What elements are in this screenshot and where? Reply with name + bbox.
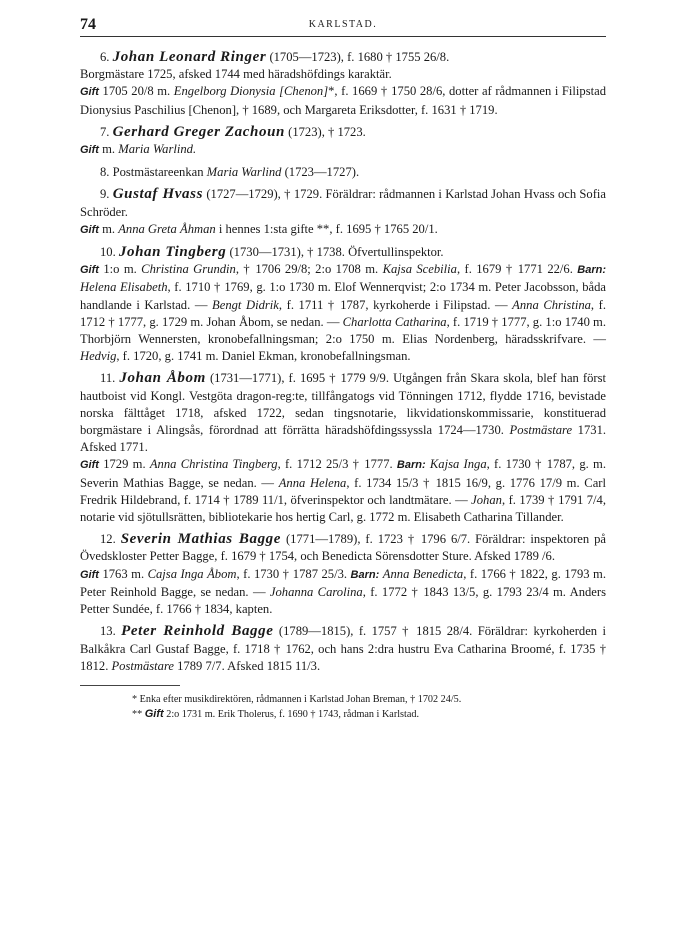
entry-detail: Gift 1729 m. Anna Christina Tingberg, f. 1712 25/3 † 1777. Barn: Kajsa Inga, f. 1730 † 1787, g. m. Severin Mathias Bagge, se nedan. — Anna Helena, f. 1734 15/3 † 1815 16/9, g. 1776 17/9 m. Carl Fredrik Hildebrand, f. 1714 † 1789 11/1, öfverinspektor och landtmätare. — Johan, f. 1739 † 1791 7/4, notarie vid sjötullsrätten, bibliotekarie hos hertig Carl, g. 1772 m. Elisabeth Catharina Tillander.	[80, 457, 606, 525]
entry-heading: 11. Johan Åbom (1731—1771), f. 1695 † 1779 9/9. Utgången från Skara skola, blef han först hautboist vid Kongl. Vestgöta dragon-reg:te, tillfångatogs vid Tönningen 1712, flydde 1716, bevistade norska fälttåget 1718, afsked 1722, sedan tingsnotarie, likvidationskommissarie, konstituerad borgmästare i Alingsås, förordnad att förrätta häradshöfdingssyssla 1724—1730. Postmästare 1731. Afsked 1771.	[80, 370, 607, 455]
person-name: Peter Reinhold Bagge	[121, 623, 274, 640]
italic-name: Kajsa Scebilia	[382, 262, 457, 277]
person-name: Gustaf Hvass	[112, 186, 204, 203]
page	[80, 14, 606, 722]
person-name: Gerhard Greger Zachoun	[112, 123, 285, 140]
italic-name: Hedvig	[80, 349, 117, 364]
marker-label: Barn:	[350, 568, 380, 581]
entry-10	[80, 244, 606, 365]
italic-name: Charlotta Catharina	[342, 314, 447, 329]
entry-heading: 9. Gustaf Hvass (1727—1729), † 1729. Föräldrar: rådmannen i Karlstad Johan Hvass och Sofia Schröder.	[80, 186, 607, 219]
entry-detail: Gift m. Anna Greta Åhman i hennes 1:sta gifte **, f. 1695 † 1765 20/1.	[80, 221, 438, 236]
italic-name: Postmästare	[111, 658, 174, 673]
page-number: 74	[80, 16, 96, 33]
footnote: ** Gift 2:o 1731 m. Erik Tholerus, f. 1690 † 1743, rådman i Karlstad.	[132, 707, 419, 720]
marker-label: Barn:	[577, 264, 606, 277]
entry-heading: 10. Johan Tingberg (1730—1731), † 1738. Öfvertullinspektor.	[100, 244, 444, 261]
entry-detail: Borgmästare 1725, afsked 1744 med häradshöfdings karaktär.	[80, 67, 392, 82]
marker-label: Gift	[144, 707, 164, 720]
italic-name: Kajsa Inga	[429, 457, 487, 472]
footnote-divider	[80, 685, 180, 686]
person-name: Johan Åbom	[119, 370, 206, 387]
entry-6	[80, 49, 606, 119]
entry-detail: Gift m. Maria Warlind.	[80, 142, 197, 157]
entry-detail: Gift 1763 m. Cajsa Inga Åbom, f. 1730 † 1787 25/3. Barn: Anna Benedicta, f. 1766 † 1822, g. 1793 m. Peter Reinhold Bagge, se nedan. — Johanna Carolina, f. 1772 † 1843 13/5, g. 1793 23/4 m. Anders Petter Sundée, f. 1766 † 1834, kapten.	[80, 566, 606, 617]
italic-name: Bengt Didrik	[212, 297, 279, 312]
italic-name: Anna Christina	[512, 297, 591, 312]
footnote: * Enka efter musikdirektören, rådmannen i Karlstad Johan Breman, † 1702 24/5.	[132, 693, 462, 705]
marker-label: Barn:	[396, 459, 426, 472]
marker-label: Gift	[80, 144, 99, 157]
italic-name: Maria Warlind	[206, 165, 282, 180]
entry-heading: 7. Gerhard Greger Zachoun (1723), † 1723.	[100, 123, 366, 140]
entry-12	[80, 531, 606, 618]
italic-name: Christina Grundin	[141, 262, 236, 277]
marker-label: Gift	[80, 86, 99, 99]
italic-name: Maria Warlind.	[118, 142, 197, 157]
running-title: KARLSTAD.	[308, 19, 378, 30]
italic-name: Cajsa Inga Åbom	[147, 566, 237, 581]
entry-9	[80, 186, 606, 239]
entry-7	[80, 124, 606, 159]
person-name: Severin Mathias Bagge	[120, 531, 282, 548]
marker-label: Gift	[80, 459, 99, 472]
italic-name: Anna Benedicta	[382, 566, 464, 581]
italic-name: Johanna Carolina	[269, 584, 363, 599]
entry-detail: Gift 1705 20/8 m. Engelborg Dionysia [Chenon]*, f. 1669 † 1750 28/6, dotter af rådmannen i Filipstad Dionysius Paschilius [Chenon], † 1689, och Margareta Eriksdotter, f. 1631 † 1719.	[80, 84, 607, 117]
italic-name: Anna Helena	[278, 475, 347, 490]
italic-name: Anna Greta Åhman	[118, 221, 216, 236]
marker-label: Gift	[80, 568, 99, 581]
person-name: Johan Tingberg	[118, 244, 227, 261]
entry-heading: 8. Postmästareenkan Maria Warlind (1723—1727).	[100, 165, 360, 180]
italic-name: Postmästare	[509, 423, 573, 438]
italic-name: Engelborg Dionysia [Chenon]	[173, 84, 329, 99]
entries-list	[80, 49, 606, 675]
person-name: Johan Leonard Ringer	[112, 49, 267, 65]
entry-heading: 13. Peter Reinhold Bagge (1789—1815), f. 1757 † 1815 28/4. Föräldrar: kyrkoherden i Balkåkra Carl Gustaf Bagge, f. 1718 † 1762, och hans 2:dra hustru Eva Catharina Broomé, f. 1735 † 1812. Postmästare 1789 7/7. Afsked 1815 11/3.	[80, 623, 607, 673]
italic-name: Johan	[471, 492, 502, 507]
entry-8	[80, 164, 606, 181]
marker-label: Gift	[80, 264, 99, 277]
entry-11	[80, 370, 606, 526]
entry-detail: Gift 1:o m. Christina Grundin, † 1706 29/8; 2:o 1708 m. Kajsa Scebilia, f. 1679 † 1771 22/6. Barn: Helena Elisabeth, f. 1710 † 1769, g. 1:o 1730 m. Elof Wennerqvist; 2:o 1734 m. Peter Jacobsson, båda handlande i Karlstad. — Bengt Didrik, f. 1711 † 1787, kyrkoherde i Filipstad. — Anna Christina, f. 1712 † 1777, g. 1729 m. Johan Åbom, se nedan. — Charlotta Catharina, f. 1719 † 1777, g. 1:o 1740 m. Thorbjörn Wennersten, kronobefallningsman; 2:o 1750 m. Elias Nordenberg, häradsskrifvare. — Hedvig, f. 1720, g. 1741 m. Daniel Ekman, kronobefallningsman.	[80, 262, 607, 364]
entry-heading: 6. Johan Leonard Ringer (1705—1723), f. 1680 † 1755 26/8.	[100, 49, 450, 65]
entry-heading: 12. Severin Mathias Bagge (1771—1789), f. 1723 † 1796 6/7. Föräldrar: inspektoren på Övedskloster Petter Bagge, f. 1679 † 1754, och Benedicta Sörensdotter Sture. Afsked 1789 /6.	[80, 531, 607, 564]
footnotes	[80, 692, 606, 722]
marker-label: Gift	[80, 223, 99, 236]
page-header	[80, 14, 606, 37]
italic-name: Helena Elisabeth	[80, 280, 168, 295]
italic-name: Anna Christina Tingberg	[149, 457, 278, 472]
entry-13	[80, 623, 606, 675]
